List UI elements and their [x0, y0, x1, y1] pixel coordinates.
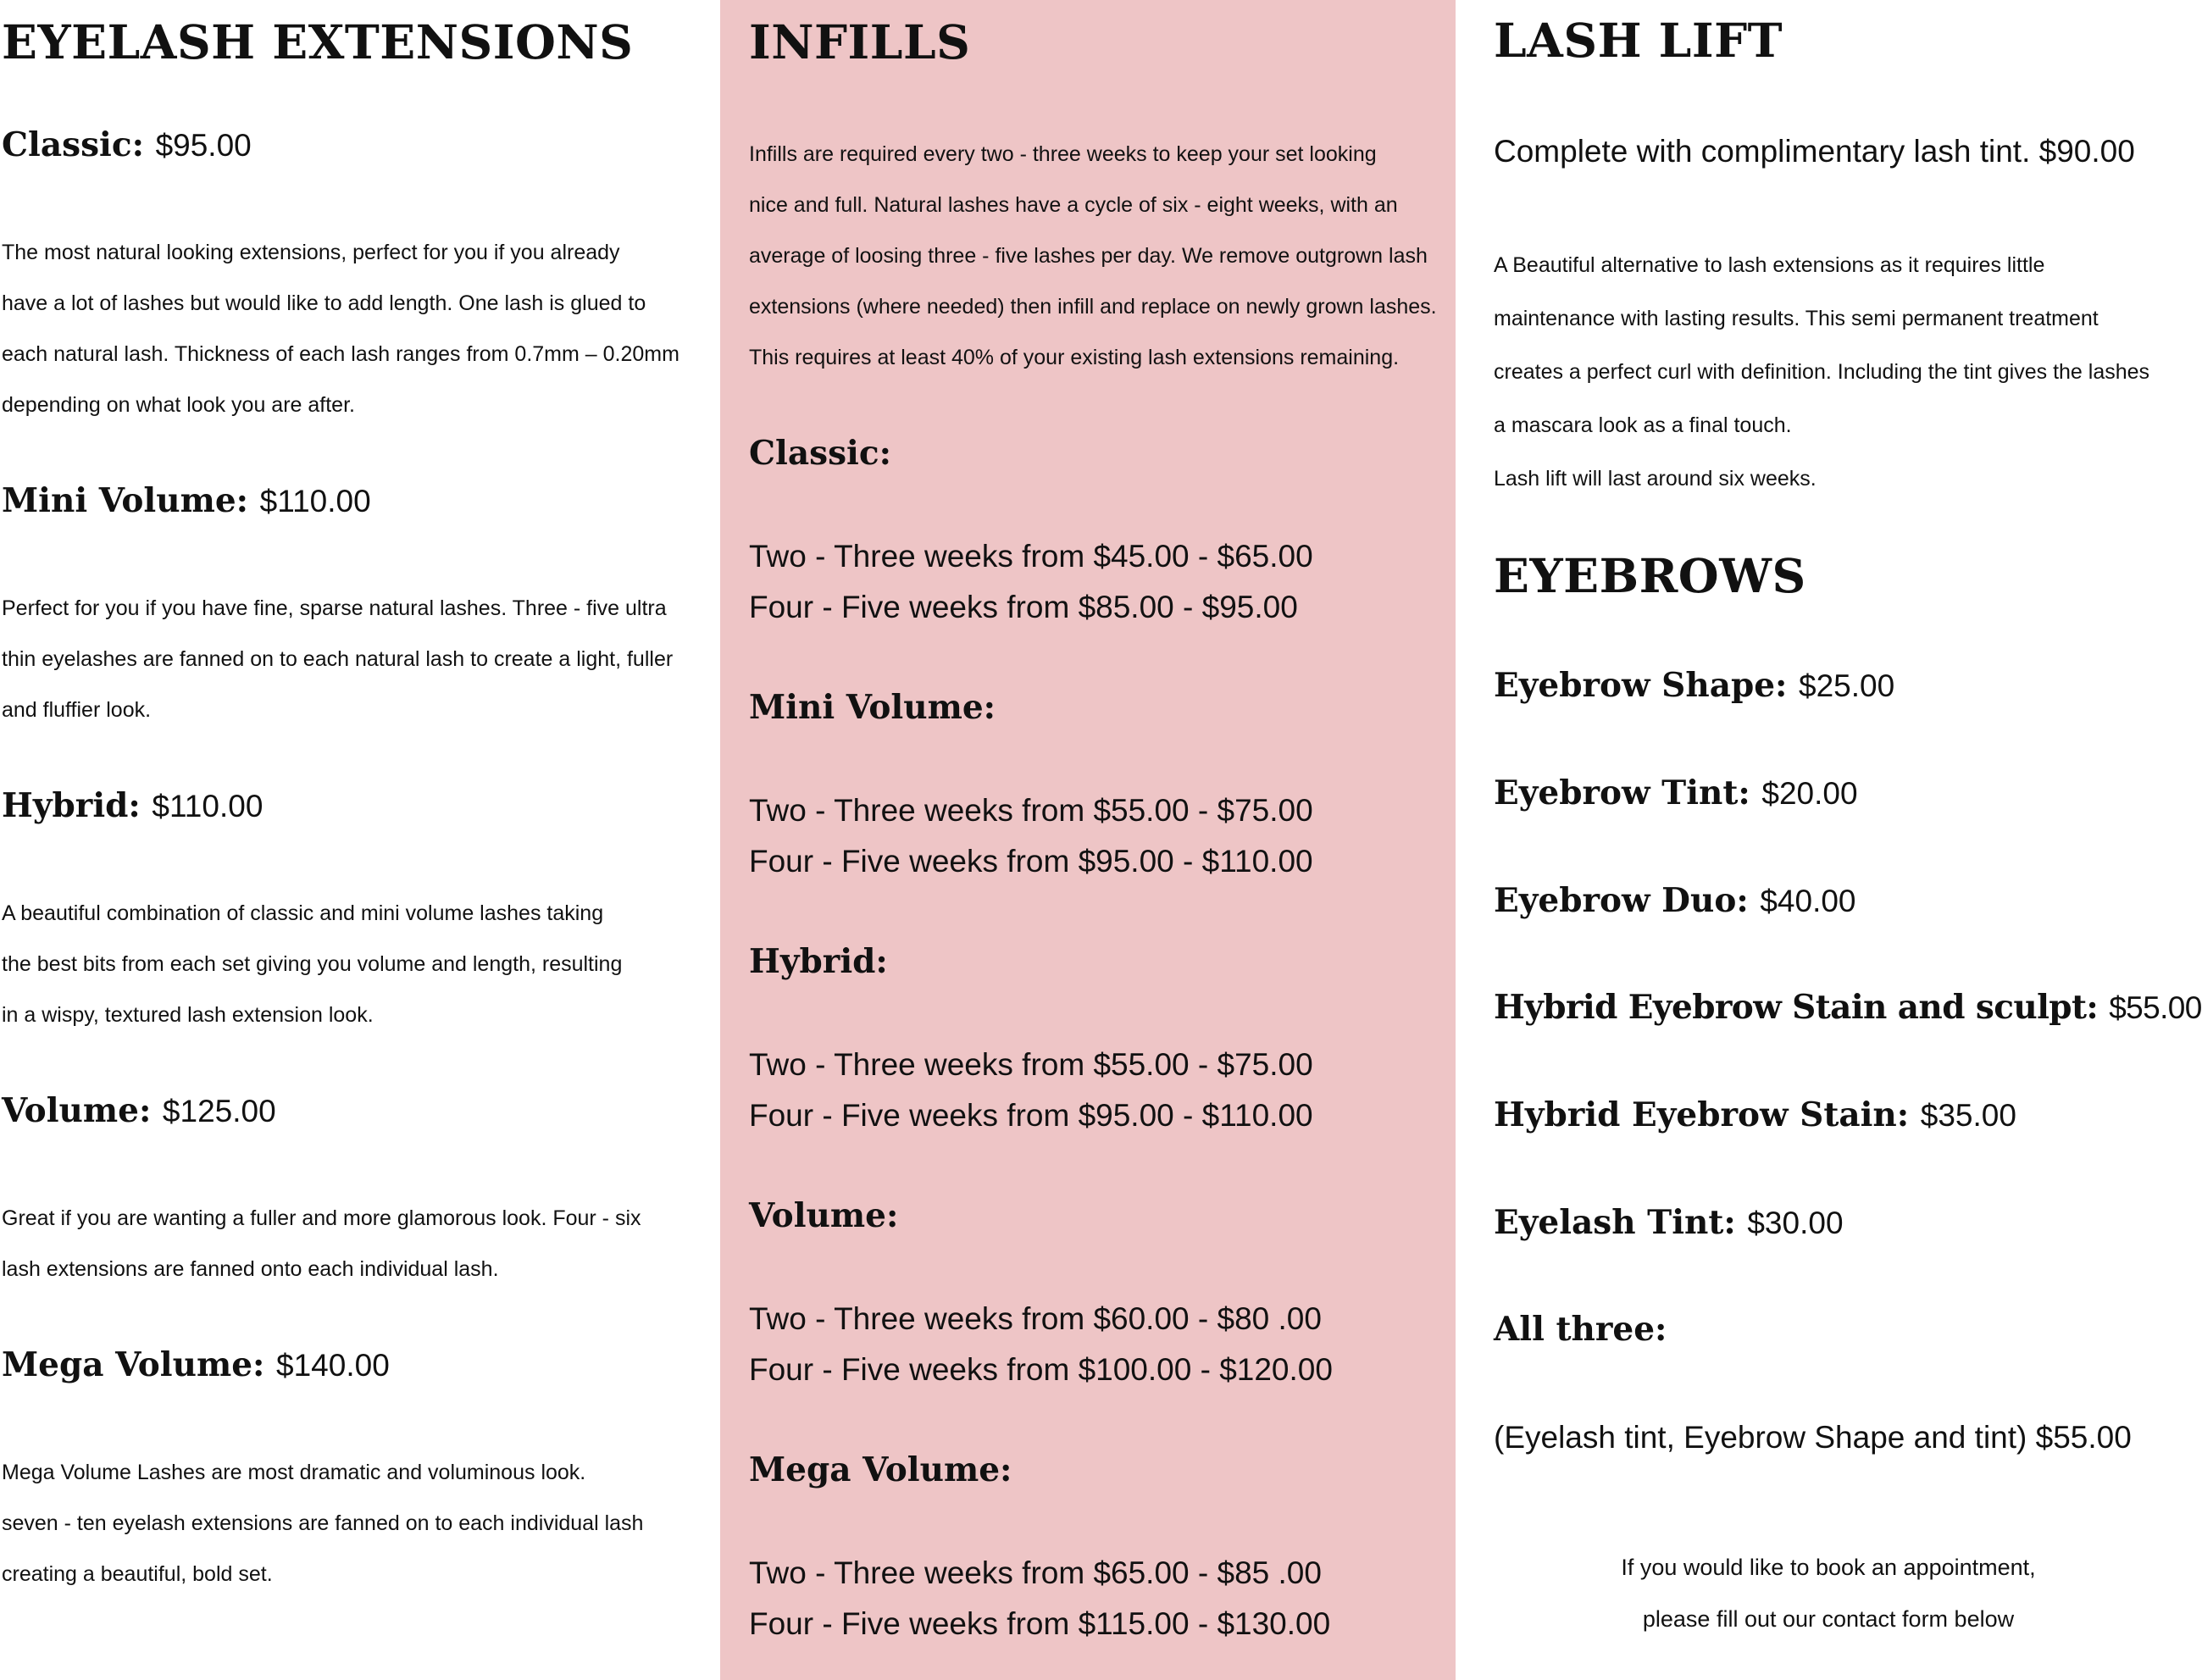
desc-line: a mascara look as a final touch. [1494, 413, 1792, 437]
ext-item-mega-volume-desc [2, 1447, 643, 1600]
ext-item-volume-heading [2, 1091, 276, 1130]
range-line: Four - Five weeks from $95.00 - $110.00 [749, 1098, 1313, 1133]
range-line: Two - Three weeks from $55.00 - $75.00 [749, 1047, 1313, 1082]
ext-item-name: Classic: [2, 125, 144, 164]
infills-title: INFILLS [749, 14, 971, 69]
infill-item-mega-volume-heading: Mega Volume: [749, 1450, 1012, 1489]
brow-item-price: $25.00 [1799, 668, 1895, 703]
intro-line: nice and full. Natural lashes have a cycle of six - eight weeks, with an [749, 193, 1398, 217]
ext-item-price: $110.00 [152, 789, 263, 823]
desc-line: Mega Volume Lashes are most dramatic and voluminous look. [2, 1461, 586, 1484]
ext-item-price: $110.00 [259, 484, 371, 518]
intro-line: Infills are required every two - three weeks to keep your set looking [749, 142, 1377, 166]
range-line: Two - Three weeks from $65.00 - $85 .00 [749, 1555, 1322, 1590]
range-line: Four - Five weeks from $85.00 - $95.00 [749, 590, 1298, 624]
brow-item-price: $55.00 [2109, 990, 2202, 1025]
desc-line: have a lot of lashes but would like to add length. One lash is glued to [2, 291, 646, 315]
ext-item-price: $95.00 [155, 128, 252, 163]
infill-item-hybrid-heading: Hybrid: [749, 942, 888, 981]
desc-line: The most natural looking extensions, perfect for you if you already [2, 241, 620, 264]
range-line: Two - Three weeks from $45.00 - $65.00 [749, 539, 1313, 574]
all-three-detail: (Eyelash tint, Eyebrow Shape and tint) $55.00 [1494, 1420, 2132, 1455]
ext-item-name: Volume: [2, 1091, 152, 1130]
infills-intro [749, 129, 1437, 383]
eyebrow-item-hybrid-stain-sculpt [1494, 988, 2202, 1027]
brow-item-price: $30.00 [1747, 1206, 1844, 1240]
range-line: Four - Five weeks from $115.00 - $130.00 [749, 1606, 1331, 1641]
lash-lift-title: LASH LIFT [1494, 13, 1783, 68]
lash-lift-desc [1494, 239, 2149, 506]
eyebrow-item-shape [1494, 666, 1895, 705]
desc-line: depending on what look you are after. [2, 393, 355, 417]
desc-line: Great if you are wanting a fuller and more glamorous look. Four - six [2, 1206, 641, 1230]
booking-line: please fill out our contact form below [1642, 1606, 2015, 1632]
desc-line: and fluffier look. [2, 698, 152, 722]
ext-item-name: Mega Volume: [2, 1345, 265, 1384]
ext-item-price: $140.00 [276, 1348, 390, 1383]
intro-line: extensions (where needed) then infill and replace on newly grown lashes. [749, 295, 1437, 319]
desc-line: creating a beautiful, bold set. [2, 1562, 273, 1586]
extensions-title: EYELASH EXTENSIONS [2, 14, 634, 69]
ext-item-mega-volume-heading [2, 1345, 390, 1384]
ext-item-mini-volume-desc [2, 583, 673, 735]
desc-line: Lash lift will last around six weeks. [1494, 467, 1817, 491]
eyebrow-item-hybrid-stain [1494, 1095, 2016, 1134]
intro-line: average of loosing three - five lashes per day. We remove outgrown lash [749, 244, 1428, 268]
eyebrow-item-duo [1494, 881, 1856, 920]
desc-line: Perfect for you if you have fine, sparse natural lashes. Three - five ultra [2, 596, 667, 620]
infill-item-mini-volume-heading: Mini Volume: [749, 688, 996, 727]
desc-line: maintenance with lasting results. This semi permanent treatment [1494, 307, 2099, 330]
ext-item-mini-volume-heading [2, 481, 371, 520]
eyebrow-item-eyelash-tint [1494, 1203, 1844, 1242]
range-line: Two - Three weeks from $55.00 - $75.00 [749, 793, 1313, 828]
ext-item-hybrid-heading [2, 786, 263, 825]
booking-line: If you would like to book an appointment, [1621, 1555, 2036, 1580]
eyebrow-item-tint [1494, 773, 1858, 812]
desc-line: the best bits from each set giving you volume and length, resulting [2, 952, 623, 976]
infill-item-hybrid-ranges [749, 1040, 1313, 1141]
eyebrows-title: EYEBROWS [1494, 548, 1806, 603]
desc-line: in a wispy, textured lash extension look. [2, 1003, 374, 1027]
ext-item-name: Mini Volume: [2, 481, 249, 520]
booking-note [1494, 1542, 2163, 1645]
infills-column [720, 0, 1456, 1680]
intro-line: This requires at least 40% of your existing lash extensions remaining. [749, 346, 1400, 369]
range-line: Four - Five weeks from $95.00 - $110.00 [749, 844, 1313, 879]
brow-item-name: Eyelash Tint: [1494, 1203, 1736, 1242]
infill-item-classic-ranges [749, 531, 1313, 633]
ext-item-price: $125.00 [162, 1094, 276, 1128]
ext-item-classic-heading [2, 125, 252, 164]
desc-line: each natural lash. Thickness of each lash ranges from 0.7mm – 0.20mm [2, 342, 679, 366]
brow-item-name: Eyebrow Shape: [1494, 666, 1788, 705]
brow-item-price: $35.00 [1920, 1098, 2016, 1133]
ext-item-volume-desc [2, 1193, 641, 1295]
desc-line: A Beautiful alternative to lash extensions as it requires little [1494, 253, 2045, 277]
desc-line: thin eyelashes are fanned on to each natural lash to create a light, fuller [2, 647, 674, 671]
infill-item-volume-ranges [749, 1294, 1333, 1395]
brow-item-price: $40.00 [1760, 884, 1856, 918]
range-line: Four - Five weeks from $100.00 - $120.00 [749, 1352, 1333, 1387]
desc-line: creates a perfect curl with definition. Including the tint gives the lashes [1494, 360, 2150, 384]
brow-item-name: All three: [1494, 1310, 1667, 1349]
ext-item-classic-desc [2, 227, 679, 430]
brow-item-name: Eyebrow Tint: [1494, 773, 1750, 812]
ext-item-name: Hybrid: [2, 786, 141, 825]
brow-item-name: Eyebrow Duo: [1494, 881, 1749, 920]
desc-line: lash extensions are fanned onto each individual lash. [2, 1257, 499, 1281]
infill-item-volume-heading: Volume: [749, 1196, 899, 1235]
desc-line: seven - ten eyelash extensions are fanned on to each individual lash [2, 1511, 644, 1535]
brow-item-name: Hybrid Eyebrow Stain and sculpt: [1494, 988, 2099, 1027]
infill-item-classic-heading: Classic: [749, 434, 891, 473]
ext-item-hybrid-desc [2, 888, 622, 1040]
range-line: Two - Three weeks from $60.00 - $80 .00 [749, 1301, 1322, 1336]
brow-item-price: $20.00 [1761, 776, 1858, 811]
lash-lift-lead: Complete with complimentary lash tint. $90.00 [1494, 134, 2135, 169]
desc-line: A beautiful combination of classic and mini volume lashes taking [2, 901, 604, 925]
brow-item-name: Hybrid Eyebrow Stain: [1494, 1095, 1910, 1134]
eyebrow-item-all-three [1494, 1310, 1667, 1349]
infill-item-mega-volume-ranges [749, 1548, 1330, 1650]
infill-item-mini-volume-ranges [749, 785, 1313, 887]
